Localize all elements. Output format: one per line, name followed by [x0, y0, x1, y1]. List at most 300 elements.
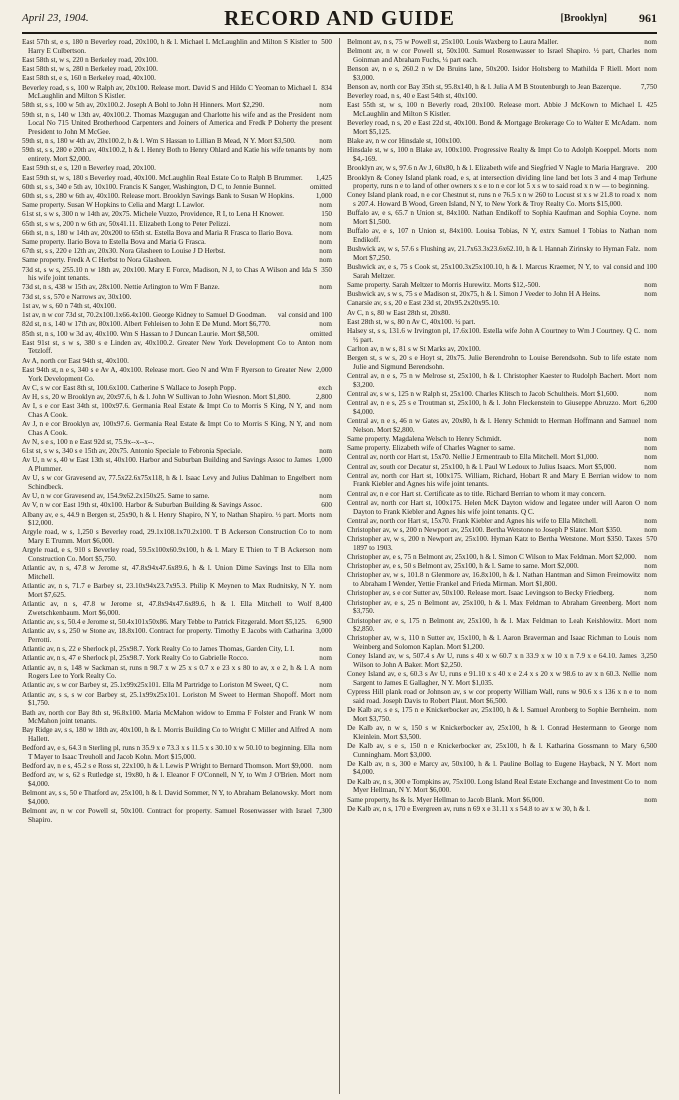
consideration-amount: nom: [644, 354, 657, 363]
entry-text: Bedford av, w s, 62 s Rutledge st, 19x80, h & l. Eleanor F O'Connell, N Y, to Wm J O'Brien. Mort $4,000.: [22, 771, 316, 789]
entry-text: Bedford av, n e s, 45.2 s e Ross st, 22x100, h & l. Lewis P Wright to Bernard Thomson. Mort $9,000.: [22, 762, 313, 771]
record-entry: [347, 345, 657, 354]
record-entry: [347, 164, 657, 173]
consideration-amount: nom: [319, 237, 332, 246]
record-entry: [22, 456, 332, 473]
entry-text: Bushwick av, s w s, 75 s e Madison st, 20x75, h & l. Simon J Veeder to John H A Heins.: [347, 290, 601, 299]
record-entry: [22, 438, 332, 447]
record-entry: [22, 146, 332, 163]
entry-text: Central av, north cor Hart st, 15x70. Frank Kiebler and Agnes his wife to Ella Mitchell.: [347, 516, 598, 525]
record-entry: [347, 553, 657, 562]
consideration-amount: nom: [319, 510, 332, 519]
entry-text: Av J, n e cor Brooklyn av, 100x97.6. Germania Real Estate & Impt Co to Morris S King, N Y, and Chas A Cook.: [22, 420, 316, 437]
consideration-amount: nom: [319, 474, 332, 483]
consideration-amount: 150: [321, 210, 332, 219]
record-entry: [22, 762, 332, 771]
consideration-amount: nom: [644, 706, 657, 715]
consideration-amount: val consid and 100: [277, 311, 332, 320]
consideration-amount: nom: [319, 228, 332, 237]
consideration-amount: nom: [644, 146, 657, 155]
entry-text: Argyle road, w s, 1,250 s Beverley road, 29.1x108.1x70.2x100. T B Ackerson Construction Co to Mary E Trumm. Mort $6,000.: [22, 528, 316, 546]
record-entry: [347, 670, 657, 687]
issue-date: April 23, 1904.: [22, 12, 89, 24]
record-entry: [347, 805, 657, 814]
entry-text: Central av, north cor Hart st, 15x70. Nellie J Ermentraub to Ella Mitchell. Mort $1,000.: [347, 453, 599, 462]
record-entry: [347, 281, 657, 290]
consideration-amount: nom: [644, 290, 657, 299]
entry-text: East 58th st, w s, 220 n Berkeley road, 20x100.: [22, 55, 158, 64]
entry-text: 59th st, n s, 180 w 4th av, 20x100.2, h & l. Wm S Hassan to Lillian B Mead, N Y. Mort $3,500.: [22, 137, 296, 146]
record-entry: [22, 302, 332, 311]
consideration-amount: nom: [644, 191, 657, 200]
publication-title: RECORD AND GUIDE: [224, 6, 455, 30]
record-entry: [22, 256, 332, 265]
entry-text: 61st st, s w s, 340 s e 15th av, 20x75. Antonio Speciale to Febronia Speciale.: [22, 447, 243, 456]
record-entry: [347, 526, 657, 535]
entry-text: De Kalb av, s e s, 150 n e Knickerbocker av, 25x100, h & l. Katharina Gossmann to Mary Cunningham. Mort $3,000.: [347, 741, 637, 759]
record-entry: [347, 47, 657, 64]
column-divider: [339, 38, 340, 1094]
right-column: [347, 38, 657, 1094]
record-entry: [22, 709, 332, 726]
record-entry: [347, 209, 657, 226]
entry-text: Coney Island av, w s, 507.4 s Av U, runs s 40 x w 60.7 x n 33.9 x w 10 x n 7.9 x e 64.10. James Wilson to John A Baker. Mort $2,250.: [347, 652, 637, 670]
entry-text: Canarsie av, s s, 20 e East 23d st, 20x95.2x20x95.10.: [347, 299, 500, 308]
consideration-amount: omitted: [310, 182, 332, 191]
entry-text: Bath av, north cor Bay 8th st, 96.8x100. Maria McMahon widow to Emma F Folster and Frank W McMahon joint tenants.: [22, 708, 316, 726]
consideration-amount: 500: [321, 38, 332, 46]
consideration-amount: 6,900: [315, 618, 332, 626]
entry-text: East 94th st, n e s, 340 s e Av A, 40x100. Release mort. Geo N and Wm F Ryerson to Greater New York Development Co.: [22, 365, 312, 383]
consideration-amount: nom: [644, 471, 657, 480]
entry-text: Same property. Sarah Meltzer to Morris Hurewitz. Morts $12,-500.: [347, 280, 541, 289]
record-entry: [347, 517, 657, 526]
entry-text: Central av, n e s, 75 n w Melrose st, 25x100, h & l. Christopher Kaester to Rudolph Bachert. Mort $3,200.: [347, 372, 641, 389]
entry-text: Christopher av, e s, 175 n Belmont av, 25x100, h & l. Max Feldman to Leah Keishlowitz. Mort $2,850.: [347, 616, 641, 634]
record-entry: [22, 582, 332, 599]
consideration-amount: nom: [644, 589, 657, 598]
entry-text: East 57th st, e s, 180 n Beverley road, 20x100, h & l. Michael L McLaughlin and Milton S Kistler to Harry E Culbertson.: [22, 38, 318, 55]
record-entry: [347, 444, 657, 453]
entry-text: Christopher av, s e cor Sutter av, 50x100. Release mort. Isaac Levingson to Becky Friedberg.: [347, 589, 615, 598]
consideration-amount: nom: [644, 372, 657, 381]
consideration-amount: 1,000: [315, 191, 332, 200]
entry-text: Central av, south cor Decatur st, 25x100, h & l. Paul W Ledoux to Julius Isaacs. Mort $5,000.: [347, 462, 617, 471]
consideration-amount: nom: [319, 447, 332, 456]
entry-text: Atlantic av, s s, s w cor Barbey st, 25.1x99x25x101. Loriston M Sweet to Herman Shopoff. Mort $1,750.: [22, 690, 316, 708]
consideration-amount: nom: [644, 389, 657, 398]
entry-text: Same property. Magdalena Welsch to Henry Schmidt.: [347, 434, 502, 443]
entry-text: East 58th st, w s, 280 n Berkeley road, 20x100.: [22, 65, 158, 74]
consideration-amount: nom: [644, 670, 657, 679]
entry-text: Belmont av, s s, 50 e Thatford av, 25x100, h & l. David Sommer, N Y, to Abraham Belanowsky. Mort $4,000.: [22, 789, 316, 807]
entry-text: Belmont av, n w cor Powell st, 50x100. Contract for property. Samuel Rosenwasser with Israel Shapiro.: [22, 807, 312, 824]
record-entry: [22, 164, 332, 173]
record-entry: [347, 65, 657, 82]
record-entry: [347, 372, 657, 389]
section-label: [Brooklyn]: [560, 13, 607, 24]
record-entry: [22, 393, 332, 402]
record-entry: [22, 627, 332, 644]
consideration-amount: nom: [644, 245, 657, 254]
consideration-amount: nom: [644, 723, 657, 732]
consideration-amount: 600: [321, 501, 332, 510]
record-entry: [22, 447, 332, 456]
entry-text: Av I, s e cor East 34th st, 100x97.6. Germania Real Estate & Impt Co to Morris S King, N Y, and Chas A Cook.: [22, 402, 316, 419]
entry-text: 59th st, s s, 280 e 20th av, 40x100.2, h & l. Henry Both to Henry Ohlard and Katie his wife tenants by entirety. Mort $2,000.: [22, 146, 316, 164]
consideration-amount: nom: [319, 137, 332, 146]
left-column: [22, 38, 332, 1094]
entry-text: 85th st, n s, 100 w 3d av, 40x100. Wm S Hassan to J Duncan Laurie. Mort $8,500.: [22, 329, 259, 338]
record-entry: [22, 501, 332, 510]
record-entry: [347, 617, 657, 634]
record-entry: [347, 706, 657, 723]
record-entry: [347, 599, 657, 616]
consideration-amount: nom: [319, 146, 332, 155]
record-entry: [347, 174, 657, 191]
consideration-amount: nom: [319, 582, 332, 591]
record-entry: [347, 101, 657, 118]
entry-text: De Kalb av, s e s, 175 n e Knickerbocker av, 25x100, h & l. Samuel Aronberg to Sophie Bernheim. Mort $3,750.: [347, 706, 641, 723]
entry-text: Christopher av, e s, 25 n Belmont av, 25x100, h & l. Max Feldman to Abraham Greenberg. Mort $3,750.: [347, 598, 641, 616]
record-entry: [347, 453, 657, 462]
entry-text: East 59th st, w s, 180 s Beverley road, 40x100. McLaughlin Real Estate Co to Ralph B Brummer.: [22, 173, 303, 182]
entry-text: 65th st, s w s, 200 n w 6th av, 50x41.11. Elizabeth Long to Peter Pelizzi.: [22, 219, 231, 228]
consideration-amount: nom: [319, 320, 332, 329]
consideration-amount: nom: [644, 462, 657, 471]
consideration-amount: nom: [644, 525, 657, 534]
entry-text: East 58th st, e s, 160 n Berkeley road, 40x100.: [22, 74, 156, 83]
record-entry: [22, 789, 332, 806]
entry-text: Christopher av, e s, 50 s Belmont av, 25x100, h & l. Same to same. Mort $2,000.: [347, 562, 579, 571]
record-entry: [22, 111, 332, 137]
consideration-amount: nom: [644, 227, 657, 236]
consideration-amount: nom: [319, 338, 332, 347]
entry-text: Brooklyn av, w s, 97.6 n Av J, 60x80, h & l. Elizabeth wife and Siegfried V Nagle to Maria Hargrave.: [347, 164, 640, 173]
record-entry: [22, 528, 332, 545]
entry-text: 1st av, w s, 60 n 74th st, 40x100.: [22, 301, 117, 310]
record-entry: [22, 384, 332, 393]
entry-text: Atlantic av, n s, 47 e Sherlock pl, 25x98.7. York Realty Co to Gabrielle Rocco.: [22, 654, 249, 663]
entry-text: Albany av, e s, 44.9 n Bergen st, 25x90, h & l. Henry Shapiro, N Y, to Nathan Shapiro. ½ part. Morts $12,000.: [22, 510, 316, 528]
entry-text: Hinsdale st, w s, 100 n Blake av, 100x100. Progressive Realty & Impt Co to Adolph Koeppel. Morts $4,-169.: [347, 146, 641, 164]
record-entry: [347, 589, 657, 598]
consideration-amount: nom: [319, 492, 332, 501]
consideration-amount: 1,000: [315, 456, 332, 465]
record-entry: [22, 174, 332, 183]
record-entry: [22, 511, 332, 528]
record-entry: [22, 600, 332, 617]
record-entry: [347, 490, 657, 499]
consideration-amount: 8,400: [315, 600, 332, 609]
entry-text: Atlantic av, n s, 47.8 w Jerome st, 47.8x94x47.6x89.6, h & l. Union Dime Savings Inst to Ella Mitchell.: [22, 564, 316, 581]
entry-text: 58th st, s s, 100 w 5th av, 20x100.2. Joseph A Bohl to John H Hinners. Mort $2,290.: [22, 101, 265, 110]
record-entry: [347, 191, 657, 208]
consideration-amount: nom: [319, 726, 332, 735]
record-entry: [22, 420, 332, 437]
entry-text: Av A, north cor East 94th st, 40x100.: [22, 356, 129, 365]
consideration-amount: nom: [319, 564, 332, 573]
record-entry: [22, 101, 332, 110]
record-entry: [347, 309, 657, 318]
entry-text: Bedford av, e s, 64.3 n Sterling pl, runs n 35.9 x e 73.3 x s 11.5 x s 30.10 x w 50.10 to beginning. Ella T Mayer to Isaac Treuholl and Jacob Kohn. Mort $15,000.: [22, 744, 316, 762]
entry-text: Central av, north cor Hart st, 100x175. Helen McK Dayton widow and legatee under will Aaron O Dayton to Frank Kiebler and Agnes his wife joint tenants. Q C.: [347, 498, 641, 516]
consideration-amount: nom: [644, 417, 657, 426]
consideration-amount: nom: [319, 708, 332, 717]
consideration-amount: 2,800: [315, 392, 332, 401]
entry-text: 73d st, s s, 570 e Narrows av, 30x100.: [22, 292, 132, 301]
record-entry: [347, 290, 657, 299]
consideration-amount: nom: [319, 681, 332, 690]
record-entry: [22, 726, 332, 743]
record-entry: [22, 320, 332, 329]
consideration-amount: nom: [319, 546, 332, 555]
consideration-amount: omitted: [310, 329, 332, 338]
entry-text: Belmont av, n s, 75 w Powell st, 25x100. Louis Waxberg to Laura Maller.: [347, 38, 559, 46]
record-entry: [22, 283, 332, 292]
entry-text: Same property, hs & ls. Myer Hellman to Jacob Blank. Mort $6,000.: [347, 795, 545, 804]
consideration-amount: nom: [644, 571, 657, 580]
entry-text: Same property. Susan W Hopkins to Celia and Margt L Lawlor.: [22, 201, 205, 210]
entry-text: Brooklyn & Coney Island plank road, e s, at intersection dividing line land bet lots 3 and 4 map Terhune property, runs n e to land of other owners x s e to n e cor lot 5 x s w to said road x n w — to beginning.: [347, 173, 657, 191]
consideration-amount: nom: [319, 654, 332, 663]
entry-text: Argyle road, e s, 910 s Beverley road, 59.5x100x60.9x100, h & l. Mary E Thien to T B Ackerson Construction Co. Mort $5,750.: [22, 546, 316, 564]
record-entry: [22, 201, 332, 210]
record-entry: [347, 463, 657, 472]
entry-text: Belmont av, n w cor Powell st, 50x100. Samuel Rosenwasser to Israel Shapiro. ½ part, Charles Goinman and Abraham Fuchs, ¼ part each.: [347, 47, 641, 64]
record-entry: [22, 681, 332, 690]
consideration-amount: nom: [319, 101, 332, 110]
consideration-amount: nom: [319, 201, 332, 210]
consideration-amount: nom: [319, 420, 332, 429]
entry-text: Christopher av, e s, 75 n Belmont av, 25x100, h & l. Simon C Wilson to Max Feldman. Mort $2,000.: [347, 553, 637, 562]
record-entry: [347, 571, 657, 588]
record-entry: [347, 83, 657, 92]
record-entry: [22, 247, 332, 256]
record-entry: [22, 492, 332, 501]
consideration-amount: nom: [644, 498, 657, 507]
consideration-amount: 6,200: [640, 399, 657, 408]
consideration-amount: nom: [319, 528, 332, 537]
record-entry: [22, 137, 332, 146]
consideration-amount: nom: [644, 327, 657, 335]
consideration-amount: 1,425: [315, 173, 332, 182]
record-entry: [22, 210, 332, 219]
columns: [22, 38, 657, 1094]
record-entry: [22, 654, 332, 663]
record-entry: [347, 742, 657, 759]
record-entry: [347, 299, 657, 308]
entry-text: 66th st, n s, 180 w 14th av, 20x200 to 65th st. Estella Bova and Maria R Frasca to Ilario Bova.: [22, 228, 293, 237]
consideration-amount: 570: [646, 535, 657, 544]
entry-text: Cypress Hill plank road or Johnson av, s w cor property William Wall, runs w 90.6 x s 136 x n e to said road. Joseph Davis to Robert Plaut. Mort $6,500.: [347, 688, 641, 705]
record-entry: [22, 293, 332, 302]
entry-text: Av U, n w cor Gravesend av, 154.9x62.2x150x25. Same to same.: [22, 492, 210, 501]
consideration-amount: 7,750: [640, 83, 657, 92]
record-entry: [347, 688, 657, 705]
page-number: 961: [639, 11, 657, 25]
record-entry: [22, 807, 332, 824]
consideration-amount: nom: [644, 634, 657, 643]
consideration-amount: 350: [321, 265, 332, 274]
entry-text: Bay Ridge av, s s, 180 w 18th av, 40x100, h & l. Morris Building Co to Wright C Miller and Alfred A Hallett.: [22, 726, 316, 744]
entry-text: 1st av, n w cor 73d st, 70.2x100.1x66.4x100. George Kidney to Samuel D Goodman.: [22, 311, 267, 320]
consideration-amount: nom: [644, 444, 657, 453]
entry-text: Coney Island plank road, n e cor Chestnut st, runs n e 76.5 x n w 260 to Locust st x s w 21.8 to road x s 207.4. Howard B Wood, Green Island, N Y, to New York & Troy Realty Co. Morts $15,000.: [347, 191, 641, 209]
consideration-amount: nom: [319, 256, 332, 265]
record-entry: [22, 183, 332, 192]
consideration-amount: nom: [644, 795, 657, 804]
consideration-amount: nom: [644, 47, 657, 56]
record-entry: [347, 119, 657, 136]
entry-text: Av H, s s, 20 w Brooklyn av, 20x97.6, h & l. John W Sullivan to John Wiesnon. Mort $1,800.: [22, 392, 291, 401]
record-entry: [22, 220, 332, 229]
entry-text: De Kalb av, n s, 300 e Tompkins av, 75x100. Long Island Real Estate Exchange and Investment Co to Myer Hellman, N Y. Mort $6,000.: [347, 777, 641, 795]
record-entry: [22, 618, 332, 627]
consideration-amount: nom: [644, 119, 657, 128]
entry-text: Coney Island av, e s, 60.3 s Av U, runs e 91.10 x s 40 x e 2.4 x s 20 x w 98.6 to av x n 60.3. Nellie Sargent to James E Gallagher, N Y. Mort $1,035.: [347, 670, 641, 687]
record-entry: [347, 535, 657, 552]
entry-text: Central av, n e s, 46 n w Gates av, 20x80, h & l. Henry Schmidt to Herman Hoffmann and Samuel Nelson. Mort $2,800.: [347, 417, 641, 434]
entry-text: Central av, s w s, 125 n w Ralph st, 25x100. Charles Klitsch to Jacob Schultheis. Mort $1,600.: [347, 389, 619, 398]
record-entry: [347, 38, 657, 47]
consideration-amount: nom: [319, 645, 332, 654]
consideration-amount: nom: [319, 663, 332, 672]
entry-text: Central av, n e cor Hart st. Certificate as to title. Richard Berrian to whom it may concern.: [347, 489, 606, 498]
record-entry: [347, 652, 657, 669]
entry-text: Atlantic av, s s, 50.4 e Jerome st, 50.4x101x50x86. Mary Tebbe to Patrick Fitzgerald. Mort $5,125.: [22, 618, 307, 626]
consideration-amount: nom: [644, 453, 657, 462]
consideration-amount: nom: [644, 598, 657, 607]
consideration-amount: nom: [644, 688, 657, 697]
entry-text: De Kalb av, n s, 170 e Evergreen av, runs n 69 x e 31.11 x s 54.8 to av x w 30, h & l.: [347, 804, 590, 813]
consideration-amount: 6,500: [640, 741, 657, 750]
record-entry: [22, 330, 332, 339]
entry-text: Benson av, north cor Bay 35th st, 95.8x140, h & l. Julia A M B Stoutenburgh to Jean Bazerque.: [347, 83, 622, 92]
consideration-amount: 3,000: [315, 627, 332, 636]
record-entry: [22, 229, 332, 238]
page-header: [22, 6, 657, 34]
entry-text: 60th st, s s, 280 w 6th av, 40x100. Release mort. Brooklyn Savings Bank to Susan W Hopkins.: [22, 191, 295, 200]
consideration-amount: nom: [319, 402, 332, 411]
consideration-amount: nom: [644, 759, 657, 768]
record-entry: [22, 339, 332, 356]
consideration-amount: nom: [644, 777, 657, 786]
record-entry: [347, 399, 657, 416]
entry-text: 67th st, s s, 220 e 12th av, 20x30. Nora Glasheen to Louise J D Herbst.: [22, 247, 226, 256]
entry-text: Beverley road, s s, 100 w Ralph av, 20x100. Release mort. David S and Hildo C Yeoman to Michael L McLaughlin and Milton S Kistler.: [22, 83, 318, 101]
record-entry: [347, 92, 657, 101]
entry-text: De Kalb av, n s, 300 e Marcy av, 50x100, h & l. Pauline Bollag to Eugene Hayback, N Y. Mort $4,000.: [347, 759, 641, 777]
record-entry: [22, 402, 332, 419]
record-entry: [347, 562, 657, 571]
record-entry: [22, 357, 332, 366]
record-entry: [22, 311, 332, 320]
record-entry: [347, 760, 657, 777]
consideration-amount: 834: [321, 83, 332, 92]
entry-text: Atlantic av, n s, 47.8 w Jerome st, 47.8x94x47.6x89.6, h & l. Ella Mitchell to Wolf Zwetschkenbaum. Mort $6,000.: [22, 600, 312, 617]
entry-text: 60th st, s s, 340 e 5th av, 10x100. Francis K Sanger, Washington, D C, to Jennie Bunnel.: [22, 182, 276, 191]
consideration-amount: nom: [319, 219, 332, 228]
entry-text: Atlantic av, n s, 148 w Sackman st, runs n 98.7 x w 25 x s 0.7 x e 23 x s 80 to av, x e 2, h & l. A Rogers Lee to York Realty Co.: [22, 663, 316, 681]
consideration-amount: 3,250: [640, 652, 657, 661]
entry-text: Av C, n s, 80 w East 28th st, 20x80.: [347, 308, 451, 317]
consideration-amount: nom: [644, 553, 657, 562]
record-entry: [22, 366, 332, 383]
consideration-amount: nom: [644, 562, 657, 571]
record-entry: [22, 56, 332, 65]
record-entry: [22, 65, 332, 74]
entry-text: East 28th st, w s, 80 n Av C, 40x100. ½ part.: [347, 317, 476, 326]
record-entry: [347, 227, 657, 244]
entry-text: Atlantic av, n s, 71.7 e Barbey st, 23.10x94x23.7x95.3. Philip K Meynen to Max Rudnitsky, N Y. Mort $7,625.: [22, 582, 316, 599]
entry-text: Atlantic av, s s, 250 w Stone av, 18.8x100. Contract for property. Timothy E Jacobs with Catharina Perrotti.: [22, 627, 312, 644]
consideration-amount: 7,300: [315, 807, 332, 816]
consideration-amount: nom: [644, 65, 657, 74]
entry-text: Carlton av, n w s, 81 s w St Marks av, 20x100.: [347, 344, 481, 353]
entry-text: Same property. Fredk A C Herbst to Nora Glasheen.: [22, 256, 172, 265]
entry-text: 73d st, s w s, 255.10 n w 18th av, 20x100. Mary E Force, Madison, N J, to Chas A Wilson and Ida S his wife joint tenants.: [22, 265, 318, 283]
record-entry: [22, 546, 332, 563]
entry-text: 73d st, n s, 438 w 15th av, 28x100. Nettie Arlington to Wm F Banze.: [22, 283, 220, 292]
record-entry: [347, 634, 657, 651]
entry-text: Av N, s e s, 100 n e East 92d st, 75.9x--x--x--.: [22, 437, 155, 446]
record-entry: [347, 499, 657, 516]
record-entry: [22, 74, 332, 83]
entry-text: Atlantic av, n s, 22 e Sherlock pl, 25x98.7. York Realty Co to James Thomas, Garden City, L I.: [22, 645, 295, 654]
consideration-amount: nom: [644, 616, 657, 625]
record-entry: [347, 263, 657, 280]
record-entry: [22, 474, 332, 491]
record-entry: [22, 645, 332, 654]
entry-text: Buffalo av, e s, 65.7 n Union st, 84x100. Nathan Endikoff to Sophia Kaufman and Sophia Coyne. Mort $1,500.: [347, 209, 641, 227]
entry-text: East 55th st, w s, 100 n Beverly road, 20x100. Release mort. Abbie J McKown to Michael L McLaughlin and Milton S Kistler.: [347, 101, 643, 119]
consideration-amount: 2,000: [315, 365, 332, 374]
record-entry: [22, 266, 332, 283]
consideration-amount: nom: [319, 771, 332, 780]
record-entry: [347, 435, 657, 444]
consideration-amount: nom: [319, 762, 332, 771]
entry-text: 59th st, n s, 140 w 13th av, 40x100.2. Thomas Mazgugan and Charlotte his wife and as the President Local No 715 United Brotherhood Carpenters and Joiners of America and Fredk P Doherty the present President to John M McGee.: [22, 110, 332, 137]
record-entry: [22, 38, 332, 55]
consideration-amount: nom: [319, 744, 332, 753]
consideration-amount: nom: [644, 280, 657, 289]
record-entry: [347, 472, 657, 489]
consideration-amount: val consid and 100: [602, 263, 657, 272]
entry-text: Bergen st, s w s, 20 s e Hoyt st, 20x75. Julie Berendrohn to Louise Berendsohn. Sub to life estate Julie and Sigmund Berendsohn.: [347, 354, 641, 371]
entry-text: Beverley road, n s, 20 e East 22d st, 40x100. Bond & Mortgage Brokerage Co to Walter E McAdam. Mort $5,125.: [347, 119, 641, 137]
entry-text: East 59th st, e s, 120 n Beverley road, 20x100.: [22, 164, 156, 173]
entry-text: Av U, n w s, 40 w East 13th st, 40x100. Harbor and Suburban Building and Savings Assoc to James A Plummer.: [22, 456, 312, 474]
consideration-amount: nom: [319, 247, 332, 256]
record-entry: [347, 245, 657, 262]
record-entry: [22, 238, 332, 247]
record-entry: [347, 796, 657, 805]
record-entry: [347, 390, 657, 399]
entry-text: Av C, s w cor East 8th st, 100.6x100. Catherine S Wallace to Joseph Popp.: [22, 383, 237, 392]
entry-text: Bushwick av, e s, 75 s Cook st, 25x100.3x25x100.10, h & l. Marcus Kraemer, N Y, to Sarah Meltzer.: [347, 263, 599, 280]
record-entry: [347, 417, 657, 434]
entry-text: Benson av, n e s, 260.2 n w De Bruins lane, 50x200. Isidor Holtsberg to Mathilda F Riell. Mort $3,000.: [347, 65, 641, 82]
consideration-amount: 425: [646, 101, 657, 110]
entry-text: Atlantic av, s w cor Barbey st, 25.1x99x25x101. Ella M Partridge to Loriston M Sweet, Q C.: [22, 681, 289, 690]
record-entry: [347, 327, 657, 344]
entry-text: Av U, s w cor Gravesend av, 77.5x22.6x75x118, h & l. Isaac Levy and Julius Dahlman to Engelbert Schindbeck.: [22, 474, 316, 491]
entry-text: Central av, n e s, 25 s e Troutman st, 25x100, h & l. John Fleckenstein to Giuseppe Abruzzo. Mort $4,000.: [347, 399, 637, 416]
record-entry: [22, 664, 332, 681]
entry-text: Central av, north cor Hart st, 100x175. William, Richard, Hobart R and Mary E Berrian widow to Frank Kiebler and Agnes his wife joint tenants.: [347, 471, 641, 489]
consideration-amount: nom: [644, 516, 657, 525]
